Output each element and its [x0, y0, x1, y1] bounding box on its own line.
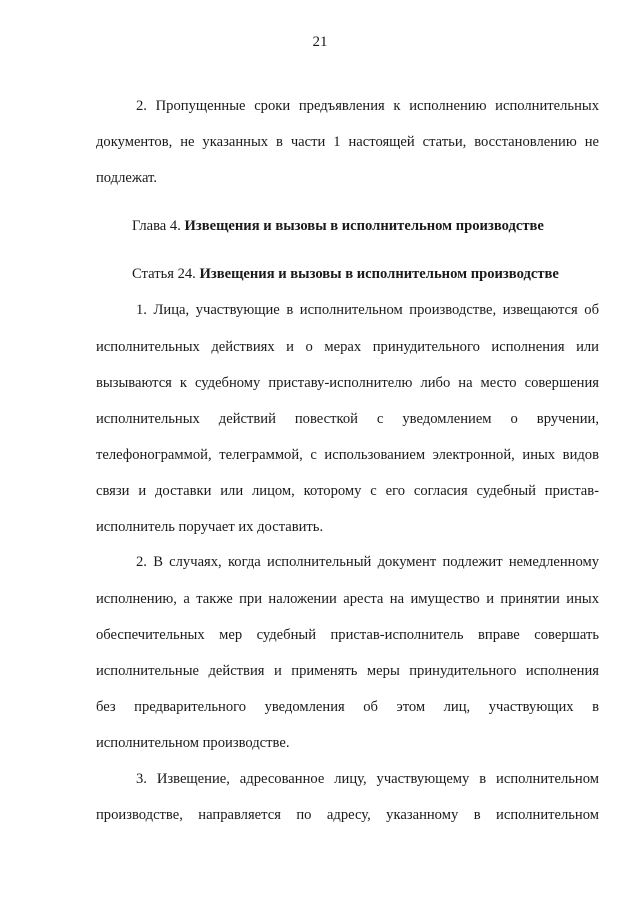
paragraph-line: без предварительного уведомления об этом лиц, участвующих в	[96, 699, 599, 715]
chapter-heading	[132, 217, 635, 235]
paragraph-line: документов, не указанных в части 1 настоящей статьи, восстановлению не	[96, 134, 599, 150]
paragraph-line: телефонограммой, телеграммой, с использованием электронной, иных видов	[96, 447, 599, 463]
paragraph-line: исполнительных действиях и о мерах принудительного исполнения или	[96, 339, 599, 355]
paragraph-line: исполнительные действия и применять меры принудительного исполнения	[96, 663, 599, 679]
paragraph-line: 3. Извещение, адресованное лицу, участвующему в исполнительном	[136, 771, 599, 787]
page-number: 21	[312, 34, 328, 50]
paragraph-line: вызываются к судебному приставу-исполнителю либо на место совершения	[96, 375, 599, 391]
article-title: Извещения и вызовы в исполнительном производстве	[199, 266, 559, 282]
paragraph-line: подлежат.	[96, 170, 157, 186]
paragraph-line: обеспечительных мер судебный пристав-исполнитель вправе совершать	[96, 627, 599, 643]
paragraph-line: исполнительном производстве.	[96, 735, 290, 751]
article-label: Статья 24.	[132, 266, 196, 282]
paragraph-line: производстве, направляется по адресу, указанному в исполнительном	[96, 807, 599, 823]
article-heading	[132, 265, 635, 283]
paragraph-line: исполнительных действий повесткой с уведомлением о вручении,	[96, 411, 599, 427]
chapter-title: Извещения и вызовы в исполнительном производстве	[184, 218, 544, 234]
chapter-label: Глава 4.	[132, 218, 181, 234]
paragraph-line: исполнению, а также при наложении ареста на имущество и принятии иных	[96, 591, 599, 607]
paragraph-line: связи и доставки или лицом, которому с его согласия судебный пристав-	[96, 483, 599, 499]
paragraph-line: 2. Пропущенные сроки предъявления к исполнению исполнительных	[136, 98, 599, 114]
paragraph-line: исполнитель поручает их доставить.	[96, 519, 324, 535]
paragraph-line: 2. В случаях, когда исполнительный документ подлежит немедленному	[136, 554, 599, 570]
paragraph-line: 1. Лица, участвующие в исполнительном производстве, извещаются об	[136, 302, 599, 318]
